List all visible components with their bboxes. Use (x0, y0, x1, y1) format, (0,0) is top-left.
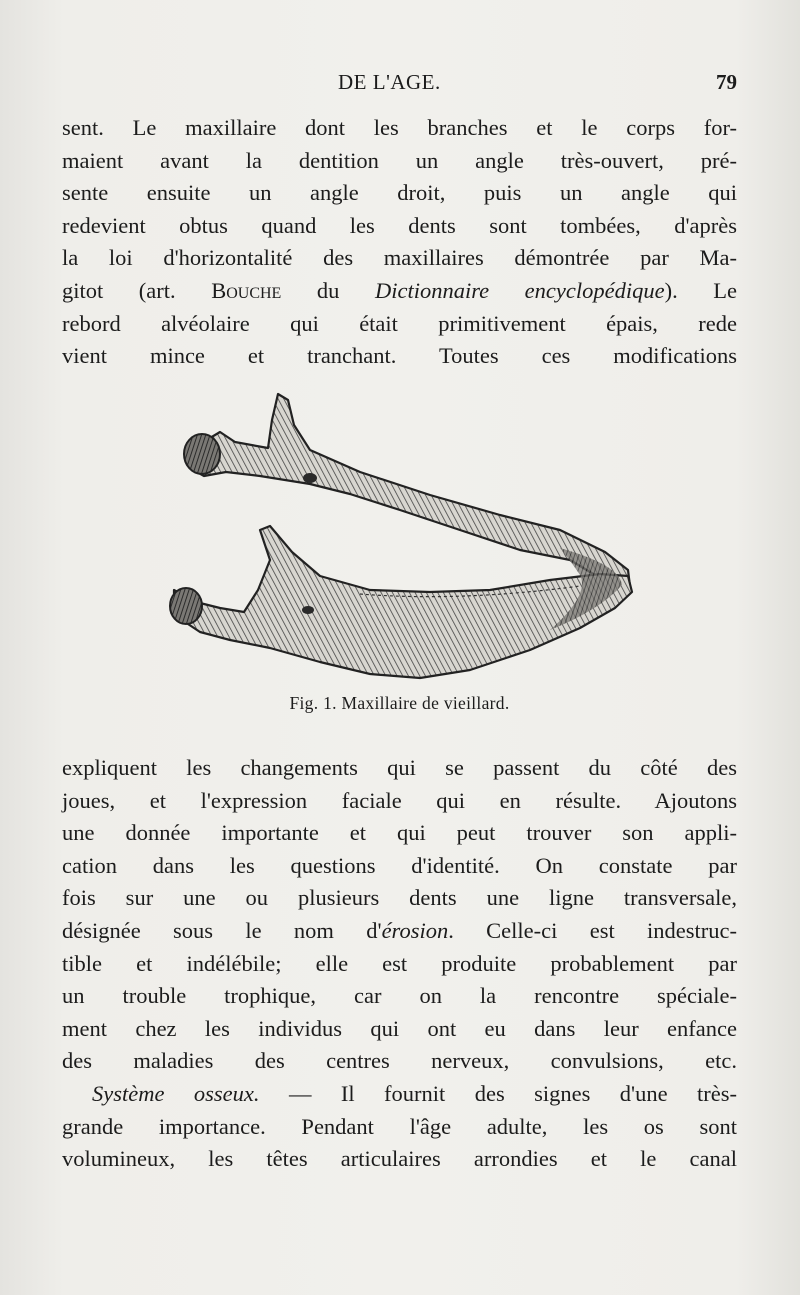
page-header (62, 70, 737, 102)
text-segment: désignée sous le nom d' (62, 917, 382, 943)
running-title: DE L'AGE. (338, 70, 441, 94)
text-line: redevient obtus quand les dents sont tombées, d'après (62, 212, 737, 238)
section-heading: Système osseux. (92, 1080, 260, 1106)
text-line: joues, et l'expression faciale qui en résulte. Ajoutons (62, 787, 737, 813)
text-segment: gitot (art. (62, 277, 212, 303)
text-line: des maladies des centres nerveux, convulsions, etc. (62, 1048, 737, 1074)
text-line: grande importance. Pendant l'âge adulte, les os sont (62, 1113, 737, 1139)
text-line: cation dans les questions d'identité. On constate par (62, 852, 737, 878)
paragraph-top (62, 112, 737, 373)
text-line (62, 915, 737, 948)
text-line: tible et indélébile; elle est produite probablement par (62, 950, 737, 976)
text-line (62, 275, 737, 308)
mandible-illustration (160, 380, 640, 685)
page-number: 79 (716, 70, 737, 94)
text-line: ment chez les individus qui ont eu dans leur enfance (62, 1015, 737, 1041)
text-line: fois sur une ou plusieurs dents une ligne transversale, (62, 885, 737, 911)
text-line: vient mince et tranchant. Toutes ces modifications (62, 343, 737, 369)
text-line: sente ensuite un angle droit, puis un angle qui (62, 180, 737, 206)
article-title: Bouche (211, 277, 282, 303)
text-line: maient avant la dentition un angle très-ouvert, pré- (62, 147, 737, 173)
mandible-engraving (160, 380, 640, 685)
figure-caption: Fig. 1. Maxillaire de vieillard. (289, 693, 510, 713)
text-line: rebord alvéolaire qui était primitivement épais, rede (62, 310, 737, 336)
text-line: un trouble trophique, car on la rencontre spéciale- (62, 983, 737, 1009)
paragraph-bottom (62, 752, 737, 1176)
text-line: la loi d'horizontalité des maxillaires démontrée par Ma- (62, 245, 737, 271)
text-segment: — Il fournit des signes d'une très- (259, 1080, 738, 1106)
text-line: volumineux, les têtes articulaires arrondies et le canal (62, 1146, 737, 1172)
text-line: une donnée importante et qui peut trouver son appli- (62, 820, 737, 846)
text-line: sent. Le maxillaire dont les branches et le corps for- (62, 115, 737, 140)
cited-work: Dictionnaire encyclopédique (374, 277, 665, 303)
text-segment: du (281, 277, 375, 303)
text-line (62, 1078, 737, 1111)
term-erosion: érosion (381, 917, 449, 943)
text-segment: . Celle-ci est indestruc- (448, 917, 737, 943)
text-line: expliquent les changements qui se passent du côté des (62, 755, 737, 780)
text-segment: ). Le (664, 277, 737, 303)
